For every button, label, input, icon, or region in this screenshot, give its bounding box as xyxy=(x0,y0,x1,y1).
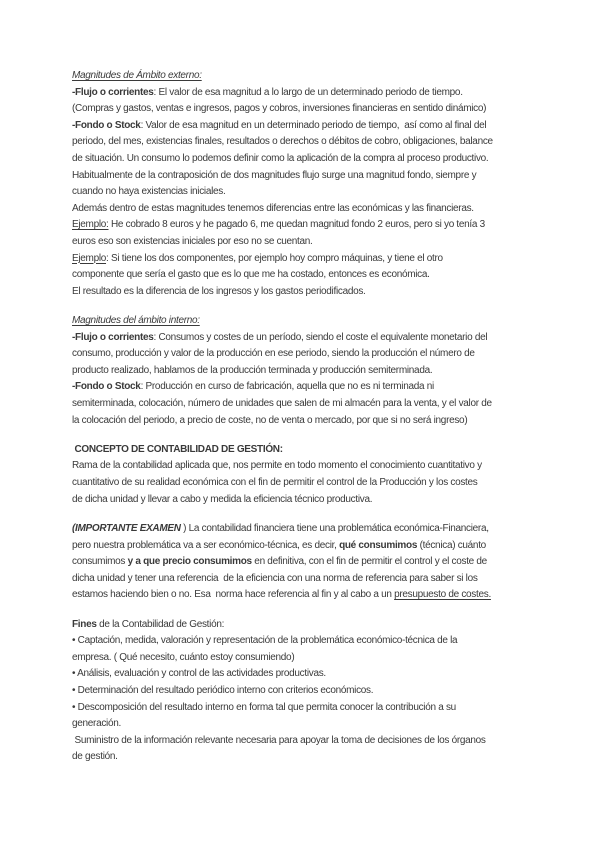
text-line xyxy=(72,733,546,750)
text-run: : Valor de esa magnitud en un determinado periodo de tiempo, así como al final del xyxy=(140,119,487,131)
bold-text: -Flujo o corrientes xyxy=(72,86,154,98)
bold-text: CONCEPTO DE CONTABILIDAD DE GESTIÓN: xyxy=(72,443,283,455)
text-run: : El valor de esa magnitud a lo largo de un determinado periodo de tiempo. xyxy=(153,86,463,98)
text-line xyxy=(72,554,546,571)
section-importante-examen xyxy=(72,521,546,604)
text-line xyxy=(72,716,546,733)
text-line xyxy=(72,571,546,588)
text-line xyxy=(72,68,546,85)
bold-text: Fines xyxy=(72,618,97,630)
text-line xyxy=(72,151,546,168)
text-line xyxy=(72,413,546,430)
text-line xyxy=(72,749,546,766)
text-run: • Captación, medida, valoración y representación de la problemática económico-técnica de la xyxy=(72,635,458,647)
text-line xyxy=(72,284,546,301)
text-line xyxy=(72,267,546,284)
text-run: generación. xyxy=(72,718,121,730)
text-run: empresa. ( Qué necesito, cuánto estoy consumiendo) xyxy=(72,651,295,663)
text-line xyxy=(72,396,546,413)
text-line xyxy=(72,379,546,396)
text-run: consumo, producción y valor de la producción en ese periodo, siendo la producción el número de xyxy=(72,348,475,360)
bold-text: qué consumimos xyxy=(339,539,418,551)
section-fines xyxy=(72,617,546,766)
text-line xyxy=(72,683,546,700)
text-run: euros eso son existencias iniciales por eso no se cuentan. xyxy=(72,235,313,247)
text-run: : Si tiene los dos componentes, por ejemplo hoy compro máquinas, y tiene el otro xyxy=(106,252,443,264)
text-line xyxy=(72,617,546,634)
text-run: la colocación del periodo, a precio de coste, no de venta o mercado, por que si no será ingreso) xyxy=(72,414,468,426)
bold-text: -Fondo o Stock xyxy=(72,119,141,131)
text-line xyxy=(72,475,546,492)
text-line xyxy=(72,330,546,347)
text-run: ) La contabilidad financiera tiene una problemática económica-Financiera, xyxy=(180,522,489,534)
text-run: periodo, del mes, existencias finales, resultados o derechos o débitos de cobro, obligaciones, balance xyxy=(72,136,493,148)
text-line xyxy=(72,201,546,218)
text-run: pero nuestra problemática va a ser económico-técnica, es decir, xyxy=(72,539,340,551)
text-run: Rama de la contabilidad aplicada que, nos permite en todo momento el conocimiento cuantitativo y xyxy=(72,460,482,472)
text-run: cuantitativo de su realidad económica con el fin de permitir el control de la Producción y los costes xyxy=(72,477,478,489)
text-run: consumimos xyxy=(72,556,128,568)
text-run: cuando no haya existencias iniciales. xyxy=(72,186,226,198)
text-line xyxy=(72,234,546,251)
text-run: Suministro de la información relevante necesaria para apoyar la toma de decisiones de los órganos xyxy=(72,734,486,746)
text-run: de la Contabilidad de Gestión: xyxy=(96,618,225,630)
text-run: El resultado es la diferencia de los ingresos y los gastos periodificados. xyxy=(72,285,366,297)
section-magnitudes-ambito-interno xyxy=(72,313,546,429)
underlined-text: Magnitudes del ámbito interno: xyxy=(72,315,200,326)
text-run: : Consumos y costes de un período, siendo el coste el equivalente monetario del xyxy=(153,331,488,343)
text-run: producto realizado, hablamos de la producción terminada y producción semiterminada. xyxy=(72,364,433,376)
text-run: • Análisis, evaluación y control de las actividades productivas. xyxy=(72,668,326,680)
underlined-text: Magnitudes de Ámbito externo: xyxy=(72,70,202,81)
text-run: de gestión. xyxy=(72,751,118,763)
text-line xyxy=(72,538,546,555)
text-line xyxy=(72,587,546,604)
text-line xyxy=(72,633,546,650)
text-run: de dicha unidad y llevar a cabo y medida la eficiencia técnico productiva. xyxy=(72,493,373,505)
text-line xyxy=(72,217,546,234)
bold-text: y a que precio consumimos xyxy=(127,556,252,568)
text-line xyxy=(72,521,546,538)
text-line xyxy=(72,118,546,135)
text-run: (Compras y gastos, ventas e ingresos, pagos y cobros, inversiones financieras en sentido dinámico) xyxy=(72,103,487,115)
text-run: (técnica) cuánto xyxy=(417,539,486,551)
text-line xyxy=(72,442,546,459)
underlined-text: Ejemplo: xyxy=(72,219,109,231)
text-line xyxy=(72,458,546,475)
bold-text: -Flujo o corrientes xyxy=(72,331,154,343)
text-line xyxy=(72,346,546,363)
text-line xyxy=(72,492,546,509)
text-line xyxy=(72,666,546,683)
underlined-text: presupuesto de costes. xyxy=(394,589,491,601)
text-line xyxy=(72,700,546,717)
bold-text: -Fondo o Stock xyxy=(72,381,141,393)
bold-text: (IMPORTANTE EXAMEN xyxy=(72,522,181,534)
text-line xyxy=(72,650,546,667)
text-line xyxy=(72,134,546,151)
text-run: en definitiva, con el fin de permitir el control y el coste de xyxy=(251,556,487,568)
text-line xyxy=(72,168,546,185)
text-run: • Descomposición del resultado interno en forma tal que permita conocer la contribución a su xyxy=(72,701,456,713)
text-run: : Producción en curso de fabricación, aquella que no es ni terminada ni xyxy=(140,381,434,393)
section-magnitudes-ambito-externo xyxy=(72,68,546,300)
document-page xyxy=(72,68,546,779)
underlined-text: Ejemplo xyxy=(72,252,107,264)
text-run: Además dentro de estas magnitudes tenemos diferencias entre las económicas y las financieras. xyxy=(72,202,474,214)
text-line xyxy=(72,313,546,330)
text-run: de situación. Un consumo lo podemos definir como la aplicación de la compra al proceso productivo. xyxy=(72,152,489,164)
text-run: semiterminada, colocación, número de unidades que salen de mi almacén para la venta, y el valor de xyxy=(72,397,492,409)
section-concepto-contabilidad-gestion xyxy=(72,442,546,508)
text-run: • Determinación del resultado periódico interno con criterios económicos. xyxy=(72,684,374,696)
text-run: componente que sería el gasto que es lo que me ha costado, entonces es económica. xyxy=(72,269,430,281)
text-line xyxy=(72,85,546,102)
text-line xyxy=(72,363,546,380)
text-line xyxy=(72,101,546,118)
text-run: Habitualmente de la contraposición de dos magnitudes flujo surge una magnitud fondo, siempre y xyxy=(72,169,477,181)
text-run: dicha unidad y tener una referencia de la eficiencia con una norma de referencia para saber si los xyxy=(72,572,478,584)
text-run: estamos haciendo bien o no. Esa norma hace referencia al fin y al cabo a un xyxy=(72,589,395,601)
text-line xyxy=(72,184,546,201)
text-line xyxy=(72,251,546,268)
text-run: He cobrado 8 euros y he pagado 6, me quedan magnitud fondo 2 euros, pero si yo tenía 3 xyxy=(108,219,485,231)
